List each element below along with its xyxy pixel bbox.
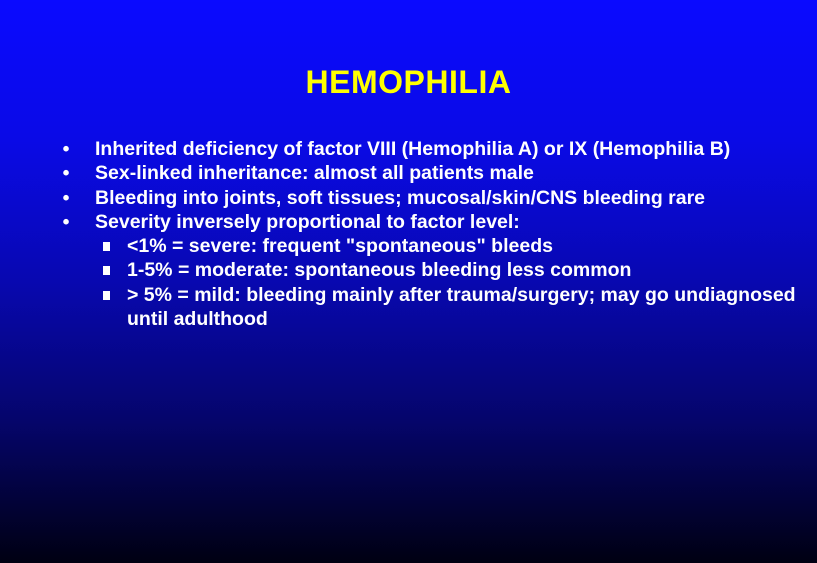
sub-bullet-item xyxy=(95,283,796,332)
bullet-dot-icon: • xyxy=(62,162,70,185)
bullet-text: Bleeding into joints, soft tissues; mucosal/skin/CNS bleeding rare xyxy=(95,186,706,209)
square-bullet-icon xyxy=(103,266,110,275)
bullet-item xyxy=(56,210,796,331)
bullet-list xyxy=(56,137,796,331)
bullet-dot-icon: • xyxy=(62,138,70,160)
slide-title: HEMOPHILIA xyxy=(305,64,512,100)
bullet-dot-icon: • xyxy=(62,186,70,209)
sub-bullet-text: 1-5% = moderate: spontaneous bleeding less common xyxy=(127,259,632,282)
bullet-text: Severity inversely proportional to factor level: xyxy=(95,210,520,233)
bullet-dot-icon: • xyxy=(62,210,70,233)
sub-bullet-item xyxy=(95,234,796,258)
square-bullet-icon xyxy=(103,291,110,300)
bullet-item xyxy=(56,137,796,161)
square-bullet-icon xyxy=(103,242,110,251)
sub-bullet-text: > 5% = mild: bleeding mainly after trauma/surgery; may go undiagnosed until adulthood xyxy=(127,283,796,331)
bullet-item xyxy=(56,186,796,210)
sub-bullet-text: <1% = severe: frequent "spontaneous" bleeds xyxy=(127,235,553,258)
bullet-text: Sex-linked inheritance: almost all patients male xyxy=(95,162,534,185)
sub-bullet-list xyxy=(95,234,796,331)
sub-bullet-item xyxy=(95,258,796,282)
bullet-item xyxy=(56,161,796,185)
bullet-text: Inherited deficiency of factor VIII (Hemophilia A) or IX (Hemophilia B) xyxy=(95,138,731,160)
